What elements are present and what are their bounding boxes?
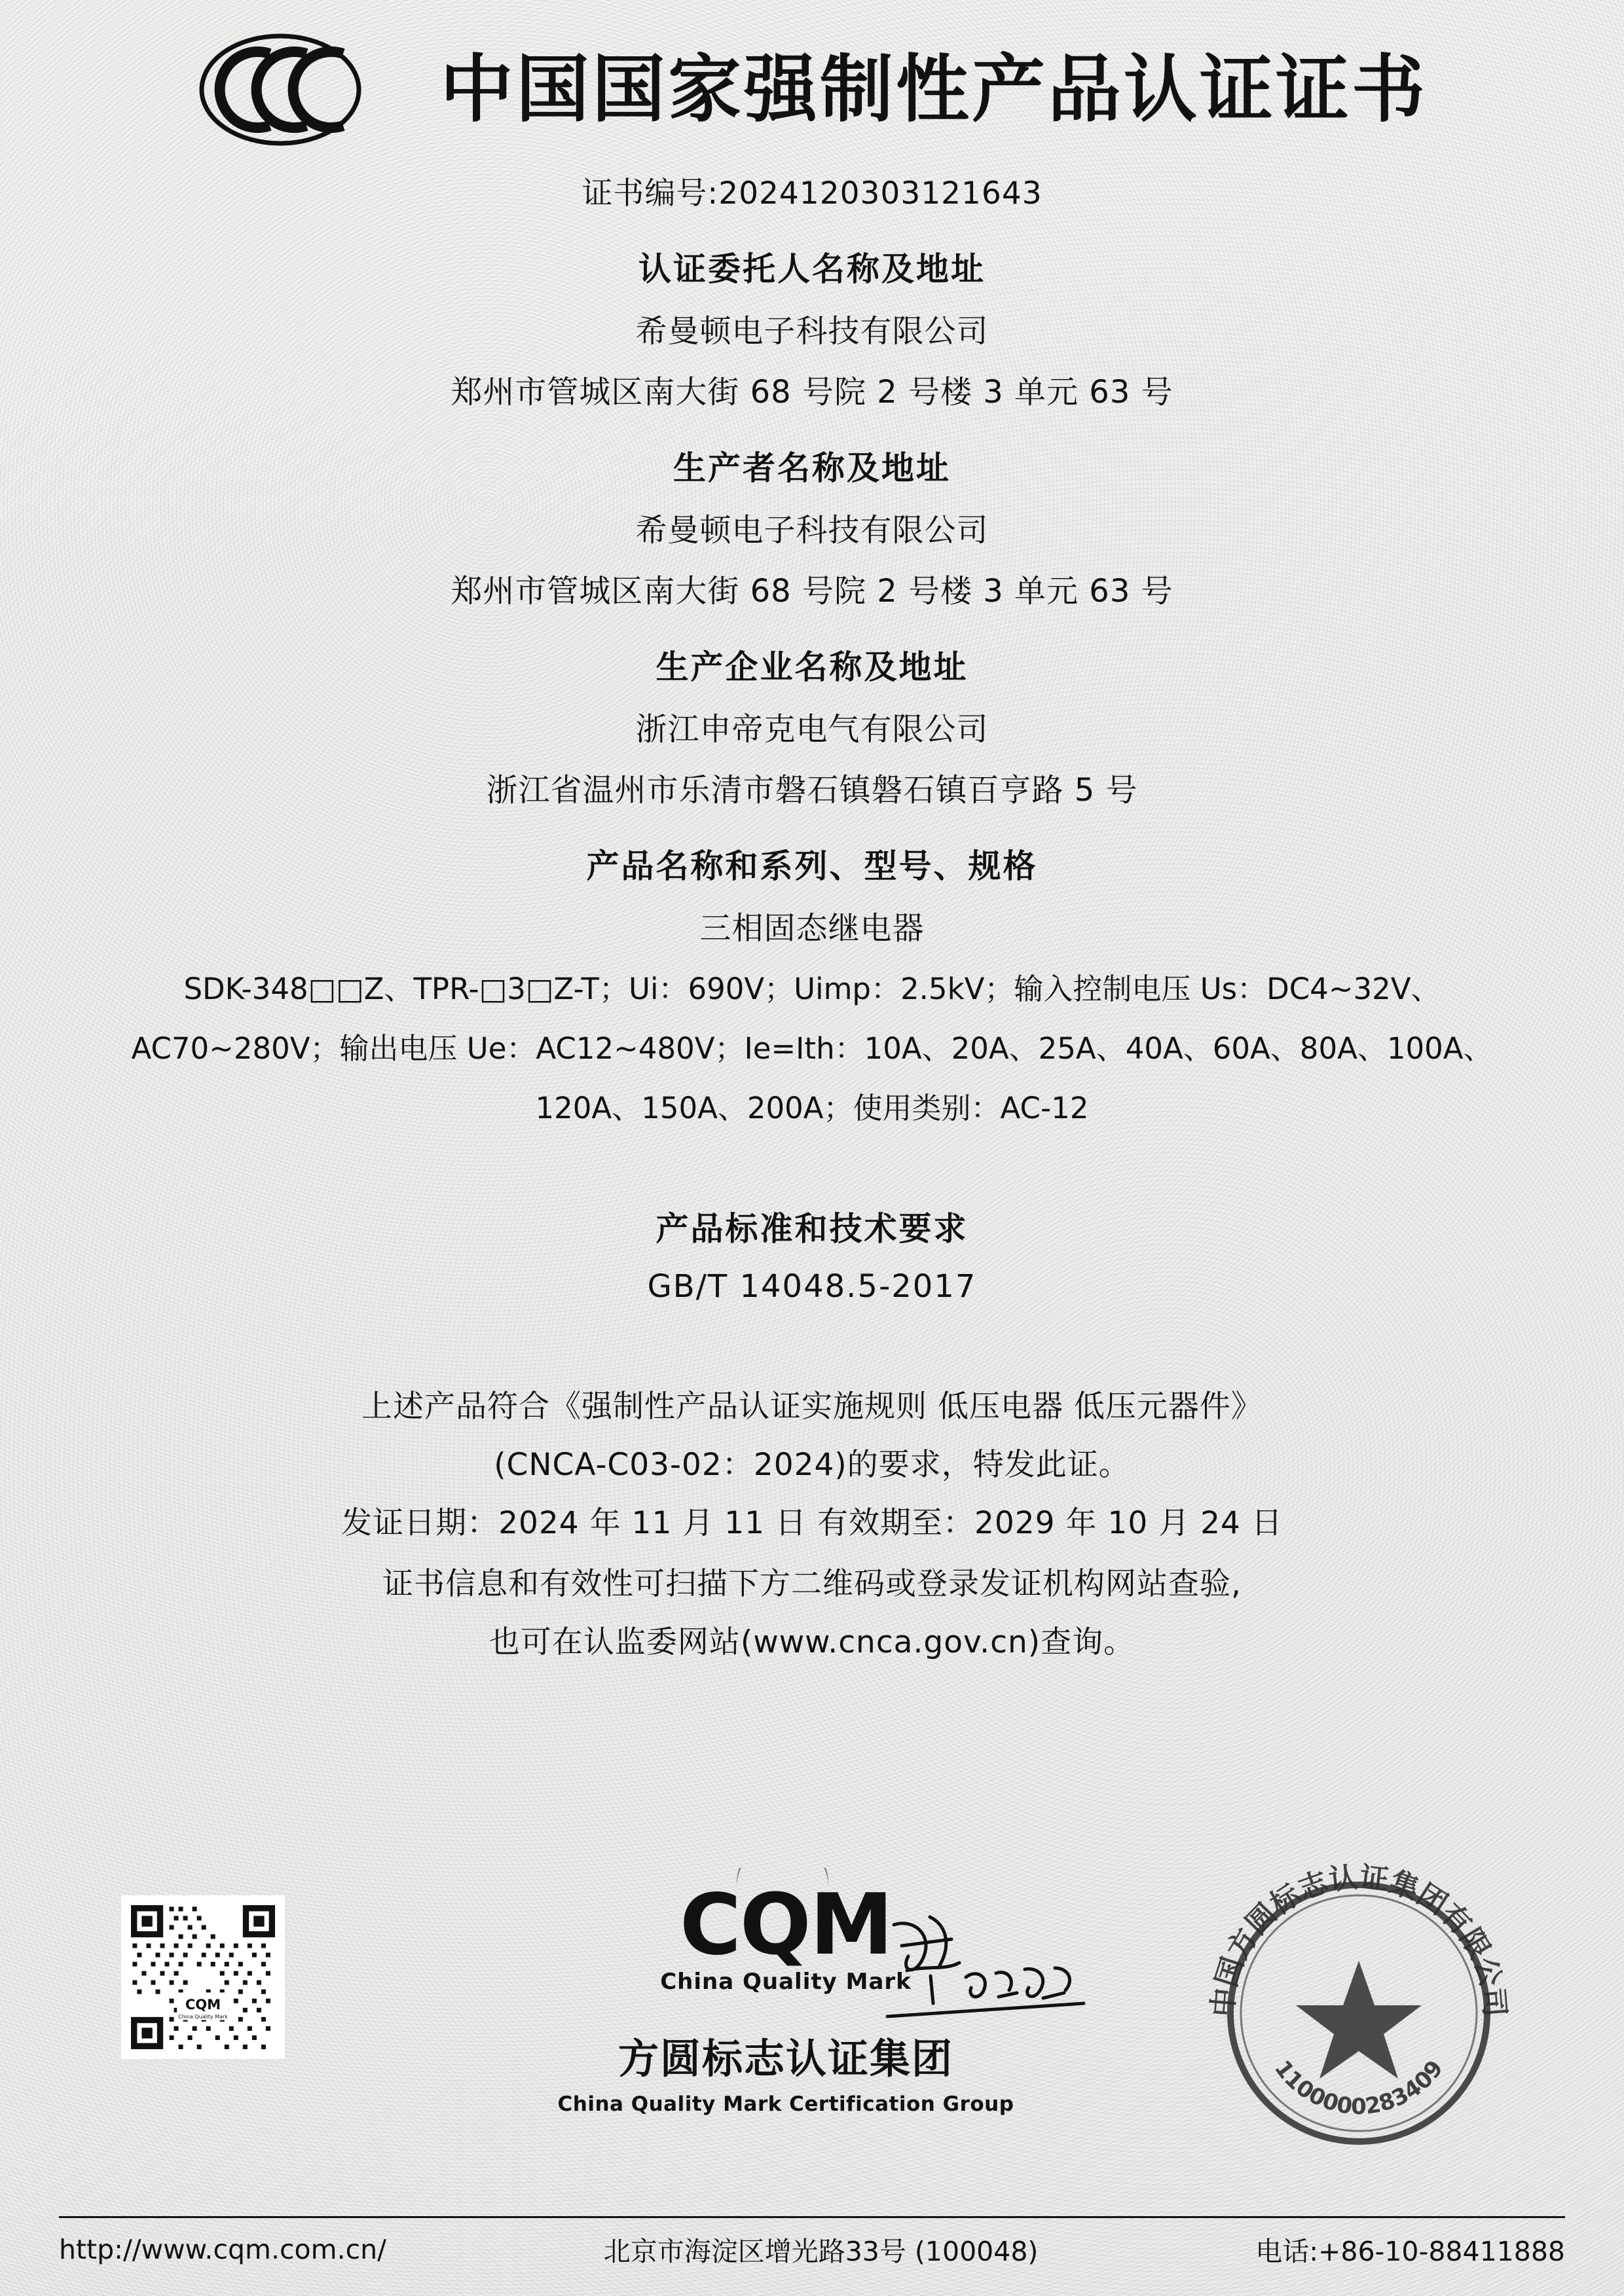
statement-line-1: 上述产品符合《强制性产品认证实施规则 低压电器 低压元器件》 — [361, 1389, 1263, 1425]
cqm-arc-icon — [733, 1868, 832, 1889]
statement-line-5: 也可在认监委网站(www.cnca.gov.cn)查询。 — [489, 1624, 1135, 1660]
certificate-header — [59, 0, 1565, 152]
official-red-seal-icon — [1189, 1843, 1529, 2183]
certificate-number: 证书编号:2024120303121643 — [581, 175, 1043, 211]
product-name: 三相固态继电器 — [699, 910, 925, 947]
qr-caption: CQM — [185, 1996, 221, 2013]
producer-name: 希曼顿电子科技有限公司 — [635, 512, 989, 549]
cqm-subtitle: China Quality Mark — [660, 1969, 912, 1995]
seal-text-bottom: 1100000283409 — [1268, 2055, 1449, 2120]
product-spec-line-1: SDK-348□□Z、TPR-□3□Z-T；Ui：690V；Uimp：2.5kV；输入控制电压 Us：DC4~32V、 — [183, 972, 1441, 1006]
handwritten-signature-icon — [868, 1905, 1143, 2043]
statement-line-4: 证书信息和有效性可扫描下方二维码或登录发证机构网站查验, — [382, 1566, 1242, 1602]
footer-phone: 电话:+86-10-88411888 — [1255, 2236, 1565, 2267]
standard-value: GB/T 14048.5-2017 — [647, 1268, 977, 1305]
footer-row — [59, 2230, 1565, 2269]
ccc-mark-icon — [196, 27, 413, 152]
statement-issue-dates: 发证日期：2024 年 11 月 11 日 有效期至：2029 年 10 月 24 日 — [341, 1505, 1283, 1541]
qr-code-icon[interactable] — [121, 1895, 285, 2059]
statement-block — [59, 1382, 1565, 1662]
footer-address: 北京市海淀区增光路33号 (100048) — [603, 2236, 1039, 2267]
footer-website[interactable]: http://www.cqm.com.cn/ — [59, 2233, 386, 2265]
seal-text-top: 中国方圆标志认证集团有限公司 — [1206, 1861, 1512, 2018]
standard-block — [59, 1203, 1565, 1305]
cqm-chinese-name: 方圆标志认证集团 — [618, 2035, 953, 2083]
qr-caption-sub: China Quality Mark — [178, 2014, 228, 2020]
applicant-name: 希曼顿电子科技有限公司 — [635, 313, 989, 350]
producer-title: 生产者名称及地址 — [673, 449, 951, 487]
applicant-address: 郑州市管城区南大街 68 号院 2 号楼 3 单元 63 号 — [451, 374, 1173, 410]
product-title: 产品名称和系列、型号、规格 — [586, 847, 1038, 885]
page-title: 中国国家强制性产品认证证书 — [440, 47, 1428, 132]
certificate-bottom — [59, 1861, 1565, 2210]
certificate-footer — [59, 2216, 1565, 2269]
applicant-title: 认证委托人名称及地址 — [638, 250, 986, 288]
footer-divider — [59, 2216, 1565, 2218]
product-spec-line-2: AC70~280V；输出电压 Ue：AC12~480V；Ie=Ith：10A、20A、25A、40A、60A、80A、100A、 — [131, 1031, 1493, 1066]
factory-title: 生产企业名称及地址 — [655, 648, 969, 686]
cqm-english-name: China Quality Mark Certification Group — [557, 2092, 1014, 2116]
statement-line-2: (CNCA-C03-02：2024)的要求，特发此证。 — [494, 1447, 1130, 1483]
factory-block — [59, 641, 1565, 810]
product-spec-line-3: 120A、150A、200A；使用类别：AC-12 — [535, 1091, 1089, 1125]
producer-block — [59, 442, 1565, 611]
svg-text:1100000283409 — [1269, 2056, 1449, 2120]
factory-name: 浙江申帝克电气有限公司 — [635, 711, 989, 748]
applicant-block — [59, 243, 1565, 412]
standard-title: 产品标准和技术要求 — [655, 1210, 969, 1248]
product-block — [59, 840, 1565, 1127]
cqm-wordmark: CQM — [679, 1876, 893, 1974]
factory-address: 浙江省温州市乐清市磐石镇磐石镇百亨路 5 号 — [486, 772, 1138, 809]
producer-address: 郑州市管城区南大街 68 号院 2 号楼 3 单元 63 号 — [451, 573, 1173, 610]
